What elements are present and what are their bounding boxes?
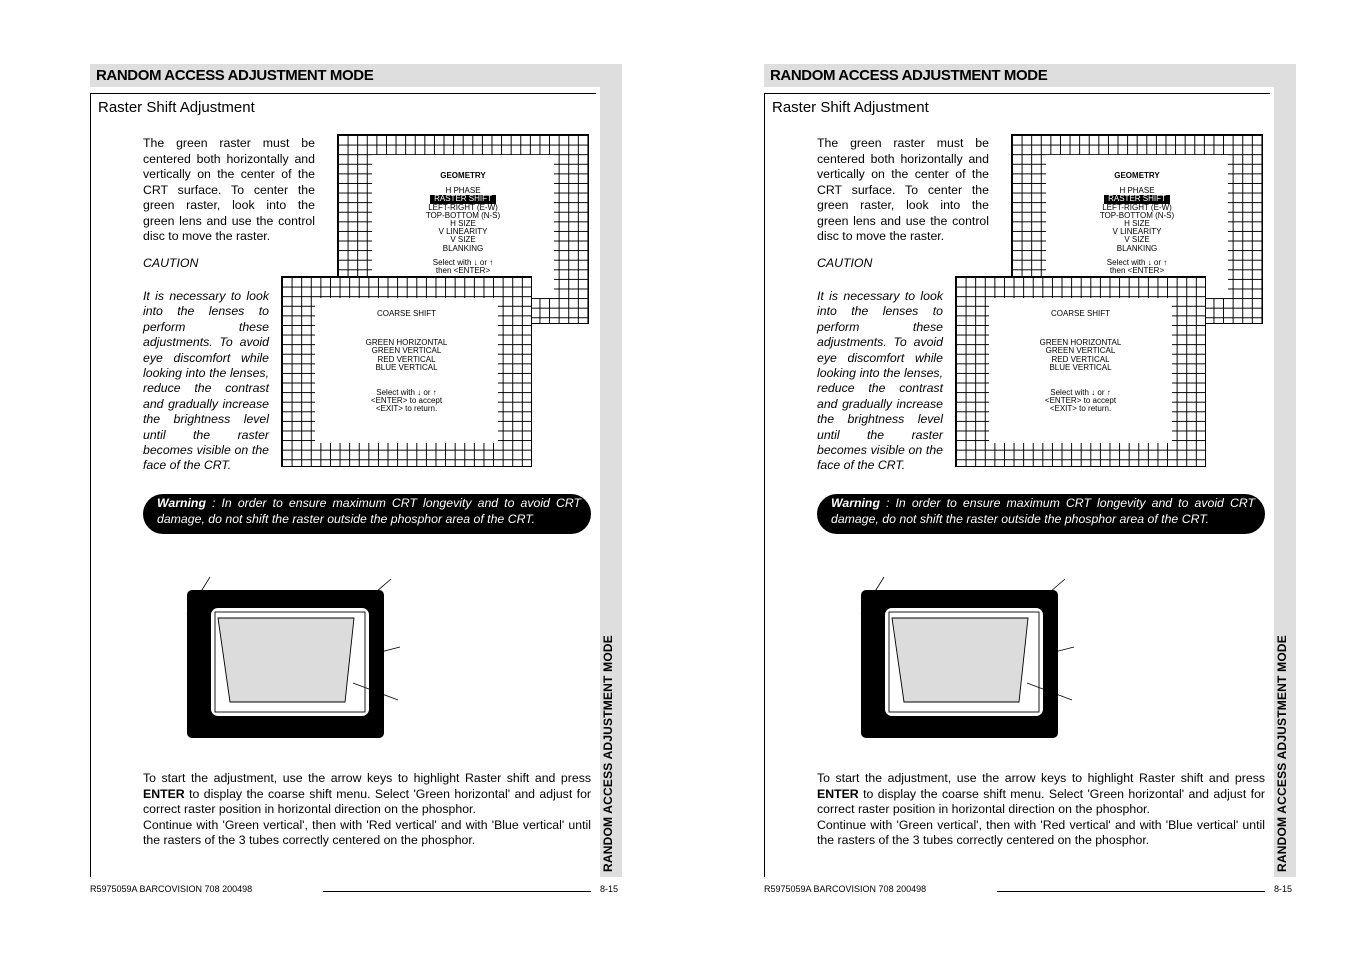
coarse-menu-title: COARSE SHIFT xyxy=(376,309,437,318)
manual-page-1 xyxy=(90,0,630,954)
caution-label: CAUTION xyxy=(143,256,199,270)
menu-item-selected: RASTER SHIFT xyxy=(430,195,496,203)
body-paragraph: To start the adjustment, use the arrow keys to highlight Raster shift and press ENTER to display the coarse shift menu. Select 'Green horizontal' and adjust for correct raster position in horizontal direction on the phosphor. Continue with 'Green vertical', then with 'Red vertical' and with 'Blue vertical' until the rasters of the 3 tubes correctly centered on the phosphor. xyxy=(143,771,591,848)
caution-paragraph: It is necessary to look into the lenses to perform these adjustments. To avoid eye discomfort while looking into the lenses, reduce the contrast and gradually increase the brightness level until the raster becomes visible on the face of the CRT. xyxy=(817,289,943,473)
coarse-shift-menu xyxy=(989,298,1172,443)
menu-item: V LINEARITY xyxy=(1112,227,1162,237)
frame-left-rule xyxy=(764,93,765,877)
coarse-shift-menu xyxy=(315,298,498,443)
raster-area xyxy=(892,618,1028,702)
menu-item: GREEN HORIZONTAL xyxy=(365,338,448,348)
menu-hint: <ENTER> to accept xyxy=(1044,396,1117,406)
warning-box xyxy=(143,494,591,534)
footer-page-number: 8-15 xyxy=(600,884,619,894)
frame-top-rule xyxy=(764,93,1270,94)
menu-hint: then <ENTER> xyxy=(1109,266,1165,276)
crt-diagram xyxy=(844,570,1104,750)
menu-item: RED VERTICAL xyxy=(1051,354,1110,364)
menu-item-selected: RASTER SHIFT xyxy=(1104,195,1170,203)
menu-item: BLUE VERTICAL xyxy=(1049,362,1112,372)
geometry-menu-title: GEOMETRY xyxy=(440,171,486,180)
menu-hint: <ENTER> to accept xyxy=(370,396,443,406)
coarse-menu-title: COARSE SHIFT xyxy=(1050,309,1111,318)
frame-top-rule xyxy=(90,93,596,94)
intro-paragraph: The green raster must be centered both horizontally and vertically on the center of the CRT surface. To center the green raster, look into the green lens and use the control disc to move the raster. xyxy=(817,136,989,243)
menu-item: BLANKING xyxy=(1116,243,1158,253)
menu-item: H SIZE xyxy=(450,219,476,229)
menu-item: TOP-BOTTOM (N-S) xyxy=(425,210,501,220)
menu-item: GREEN HORIZONTAL xyxy=(1039,338,1122,348)
menu-item: GREEN VERTICAL xyxy=(1045,346,1116,356)
side-tab-label: RANDOM ACCESS ADJUSTMENT MODE xyxy=(1275,635,1289,872)
menu-hint: Select with ↓ or ↑ xyxy=(376,388,437,398)
section-title: Raster Shift Adjustment xyxy=(98,99,255,116)
footer-document-id: R5975059A BARCOVISION 708 200498 xyxy=(764,884,927,894)
warning-text: : In order to ensure maximum CRT longevity and to avoid CRT damage, do not shift the raster outside the phosphor area of the CRT. xyxy=(157,496,581,526)
menu-item: GREEN VERTICAL xyxy=(371,346,442,356)
menu-hint: <EXIT> to return. xyxy=(375,404,438,414)
menu-item: TOP-BOTTOM (N-S) xyxy=(1099,210,1175,220)
menu-hint: Select with ↓ or ↑ xyxy=(1106,257,1168,267)
menu-hint: Select with ↓ or ↑ xyxy=(1050,388,1111,398)
caution-paragraph: It is necessary to look into the lenses to perform these adjustments. To avoid eye discomfort while looking into the lenses, reduce the contrast and gradually increase the brightness level until the raster becomes visible on the face of the CRT. xyxy=(143,289,269,473)
footer-rule xyxy=(997,891,1265,892)
footer-page-number: 8-15 xyxy=(1274,884,1293,894)
manual-page-2 xyxy=(764,0,1304,954)
menu-hint: <EXIT> to return. xyxy=(1049,404,1112,414)
menu-item: BLUE VERTICAL xyxy=(375,362,438,372)
menu-item: LEFT-RIGHT (E-W) xyxy=(428,202,498,212)
menu-item: H PHASE xyxy=(1119,186,1155,196)
menu-item: H SIZE xyxy=(1124,219,1150,229)
body-paragraph: To start the adjustment, use the arrow keys to highlight Raster shift and press ENTER to display the coarse shift menu. Select 'Green horizontal' and adjust for correct raster position in horizontal direction on the phosphor. Continue with 'Green vertical', then with 'Red vertical' and with 'Blue vertical' until the rasters of the 3 tubes correctly centered on the phosphor. xyxy=(817,771,1265,848)
header-bar xyxy=(90,64,622,87)
header-bar xyxy=(764,64,1296,87)
warning-label: Warning xyxy=(157,496,206,510)
raster-area xyxy=(218,618,354,702)
menu-item: RED VERTICAL xyxy=(377,354,436,364)
frame-left-rule xyxy=(90,93,91,877)
crt-diagram xyxy=(170,570,430,750)
page-header-title: RANDOM ACCESS ADJUSTMENT MODE xyxy=(96,67,374,84)
caution-label: CAUTION xyxy=(817,256,873,270)
menu-item: V LINEARITY xyxy=(438,227,488,237)
menu-hint: Select with ↓ or ↑ xyxy=(432,257,494,267)
menu-item: BLANKING xyxy=(442,243,484,253)
intro-paragraph: The green raster must be centered both horizontally and vertically on the center of the CRT surface. To center the green raster, look into the green lens and use the control disc to move the raster. xyxy=(143,136,315,243)
warning-box xyxy=(817,494,1265,534)
menu-item: LEFT-RIGHT (E-W) xyxy=(1102,202,1172,212)
warning-text: : In order to ensure maximum CRT longevity and to avoid CRT damage, do not shift the raster outside the phosphor area of the CRT. xyxy=(831,496,1255,526)
warning-label: Warning xyxy=(831,496,880,510)
menu-item: H PHASE xyxy=(445,186,481,196)
page-header-title: RANDOM ACCESS ADJUSTMENT MODE xyxy=(770,67,1048,84)
menu-item: V SIZE xyxy=(1124,235,1150,245)
footer-document-id: R5975059A BARCOVISION 708 200498 xyxy=(90,884,253,894)
section-title: Raster Shift Adjustment xyxy=(772,99,929,116)
geometry-menu-title: GEOMETRY xyxy=(1114,171,1160,180)
footer-rule xyxy=(323,891,591,892)
menu-item: V SIZE xyxy=(450,235,476,245)
menu-hint: then <ENTER> xyxy=(435,266,491,276)
side-tab-label: RANDOM ACCESS ADJUSTMENT MODE xyxy=(601,635,615,872)
